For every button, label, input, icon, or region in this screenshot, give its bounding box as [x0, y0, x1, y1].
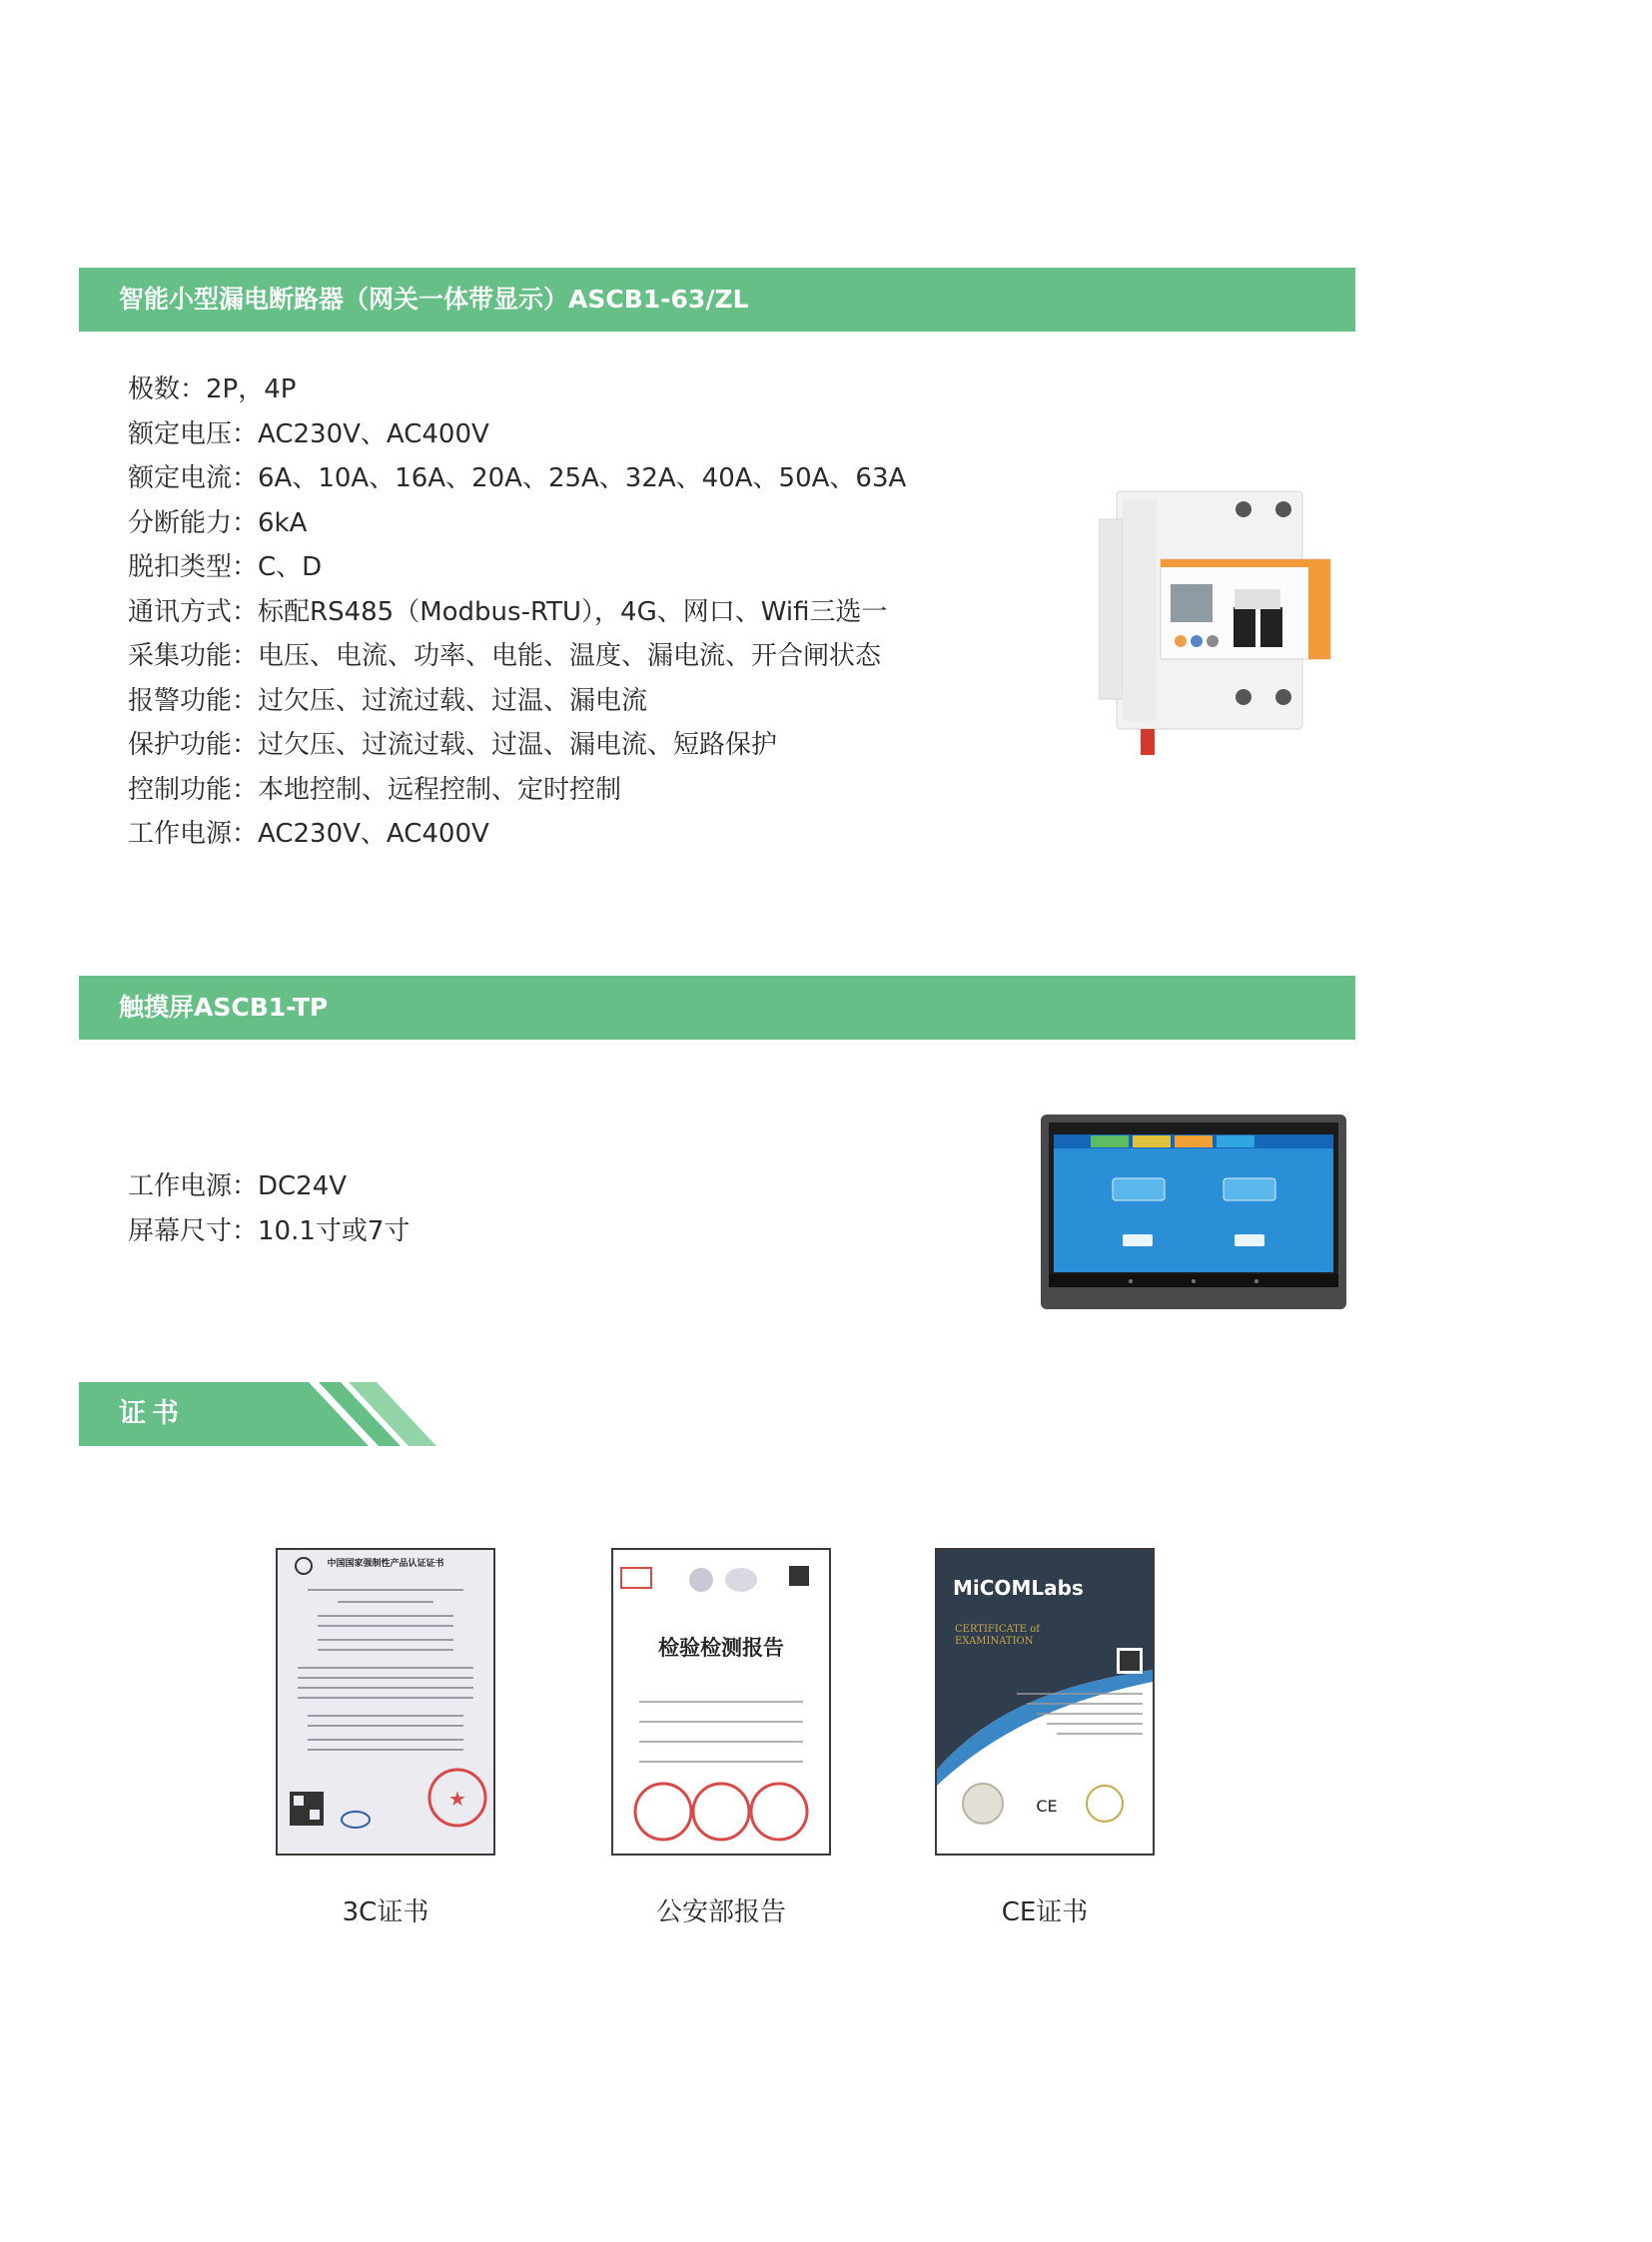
touchscreen-spec-list: [128, 1164, 410, 1253]
cert-ce-caption: CE证书: [1001, 1897, 1089, 1927]
spec-screen-size: 屏幕尺寸：10.1寸或7寸: [128, 1215, 411, 1246]
spec-rated-voltage: 额定电压：AC230V、AC400V: [128, 418, 489, 449]
section-header-touchscreen: [79, 976, 1355, 1040]
spec-rated-current: 额定电流：6A、10A、16A、20A、25A、32A、40A、50A、63A: [128, 463, 907, 493]
cert-3c-image: [276, 1548, 495, 1856]
spec-acquisition: 采集功能：电压、电流、功率、电能、温度、漏电流、开合闸状态: [128, 641, 882, 671]
cert-police-caption: 公安部报告: [655, 1897, 786, 1927]
certificates-header: [79, 1382, 438, 1446]
section-header-breaker: [79, 268, 1355, 332]
section-title: 触摸屏ASCB1-TP: [119, 993, 329, 1022]
cert-police-heading: 检验检测报告: [658, 1635, 784, 1660]
spec-breaking-capacity: 分断能力：6kA: [128, 507, 308, 538]
cert-police-image: [611, 1548, 831, 1856]
spec-protection: 保护功能：过欠压、过流过载、过温、漏电流、短路保护: [128, 730, 778, 760]
spec-communication: 通讯方式：标配RS485（Modbus-RTU），4G、网口、Wifi三选一: [128, 596, 888, 627]
spec-trip-type: 脱扣类型：C、D: [128, 552, 323, 582]
certificates-title: 证书: [119, 1398, 185, 1429]
spec-power: 工作电源：AC230V、AC400V: [128, 819, 489, 849]
cert-ce-brand: MiCOMLabs: [953, 1576, 1084, 1600]
breaker-spec-list: [128, 368, 906, 857]
spec-poles: 极数：2P，4P: [128, 374, 297, 404]
touchscreen-product-image: [1041, 1115, 1346, 1309]
svg-text:★: ★: [448, 1787, 466, 1811]
spec-alarm: 报警功能：过欠压、过流过载、过温、漏电流: [128, 685, 648, 716]
cert-3c-heading: 中国国家强制性产品认证证书: [327, 1559, 444, 1569]
section-title: 智能小型漏电断路器（网关一体带显示）ASCB1-63/ZL: [119, 285, 749, 314]
cert-police-artwork: [613, 1550, 829, 1854]
spec-power-supply: 工作电源：DC24V: [128, 1171, 348, 1201]
spec-control: 控制功能：本地控制、远程控制、定时控制: [128, 774, 622, 805]
cert-3c-artwork: [278, 1550, 493, 1854]
cert-3c-caption: 3C证书: [342, 1897, 429, 1927]
svg-text:CE: CE: [1036, 1797, 1058, 1816]
cert-ce-heading: CERTIFICATE of EXAMINATION: [955, 1624, 1041, 1647]
breaker-product-image: [1099, 479, 1348, 769]
cert-ce-image: [935, 1548, 1155, 1856]
